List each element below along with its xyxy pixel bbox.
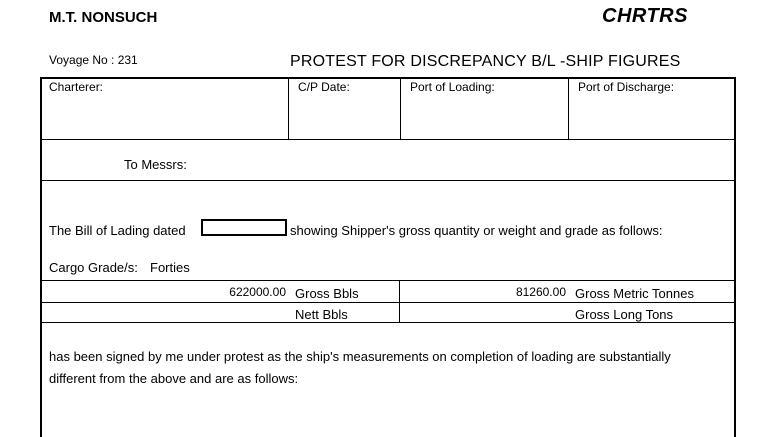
- divider: [40, 180, 736, 181]
- vessel-name: M.T. NONSUCH: [49, 9, 158, 26]
- gross-bbls-label: Gross Bbls: [295, 286, 359, 301]
- divider: [288, 78, 289, 140]
- voyage-number: Voyage No : 231: [49, 53, 138, 67]
- gross-mt-value: 81260.00: [515, 285, 566, 299]
- port-loading-label: Port of Loading:: [410, 80, 495, 94]
- bl-dated-text: The Bill of Lading dated: [49, 223, 186, 238]
- divider: [400, 78, 401, 140]
- divider: [568, 78, 569, 140]
- gross-bbls-value: 622000.00: [229, 285, 286, 299]
- divider: [40, 139, 736, 140]
- to-messrs-label: To Messrs:: [124, 157, 187, 172]
- cp-date-label: C/P Date:: [298, 80, 350, 94]
- nett-bbls-label: Nett Bbls: [295, 307, 348, 322]
- divider: [40, 302, 736, 303]
- gross-mt-label: Gross Metric Tonnes: [575, 286, 694, 301]
- protest-text-line2: different from the above and are as follows:: [49, 371, 299, 386]
- document-title: PROTEST FOR DISCREPANCY B/L -SHIP FIGURES: [290, 53, 681, 70]
- company-logo: CHRTRS: [602, 5, 688, 27]
- bl-date-input[interactable]: [201, 219, 287, 236]
- protest-text-line1: has been signed by me under protest as the ship's measurements on completion of loading are substantially: [49, 349, 671, 364]
- gross-lt-label: Gross Long Tons: [575, 307, 674, 322]
- cargo-grade-value: Forties: [150, 260, 190, 275]
- charterer-label: Charterer:: [49, 80, 104, 94]
- port-discharge-label: Port of Discharge:: [578, 80, 675, 94]
- divider: [40, 322, 736, 323]
- divider: [40, 280, 736, 281]
- cargo-grade-label: Cargo Grade/s:: [49, 260, 138, 275]
- bl-showing-text: showing Shipper's gross quantity or weight and grade as follows:: [290, 223, 663, 238]
- divider: [399, 280, 400, 323]
